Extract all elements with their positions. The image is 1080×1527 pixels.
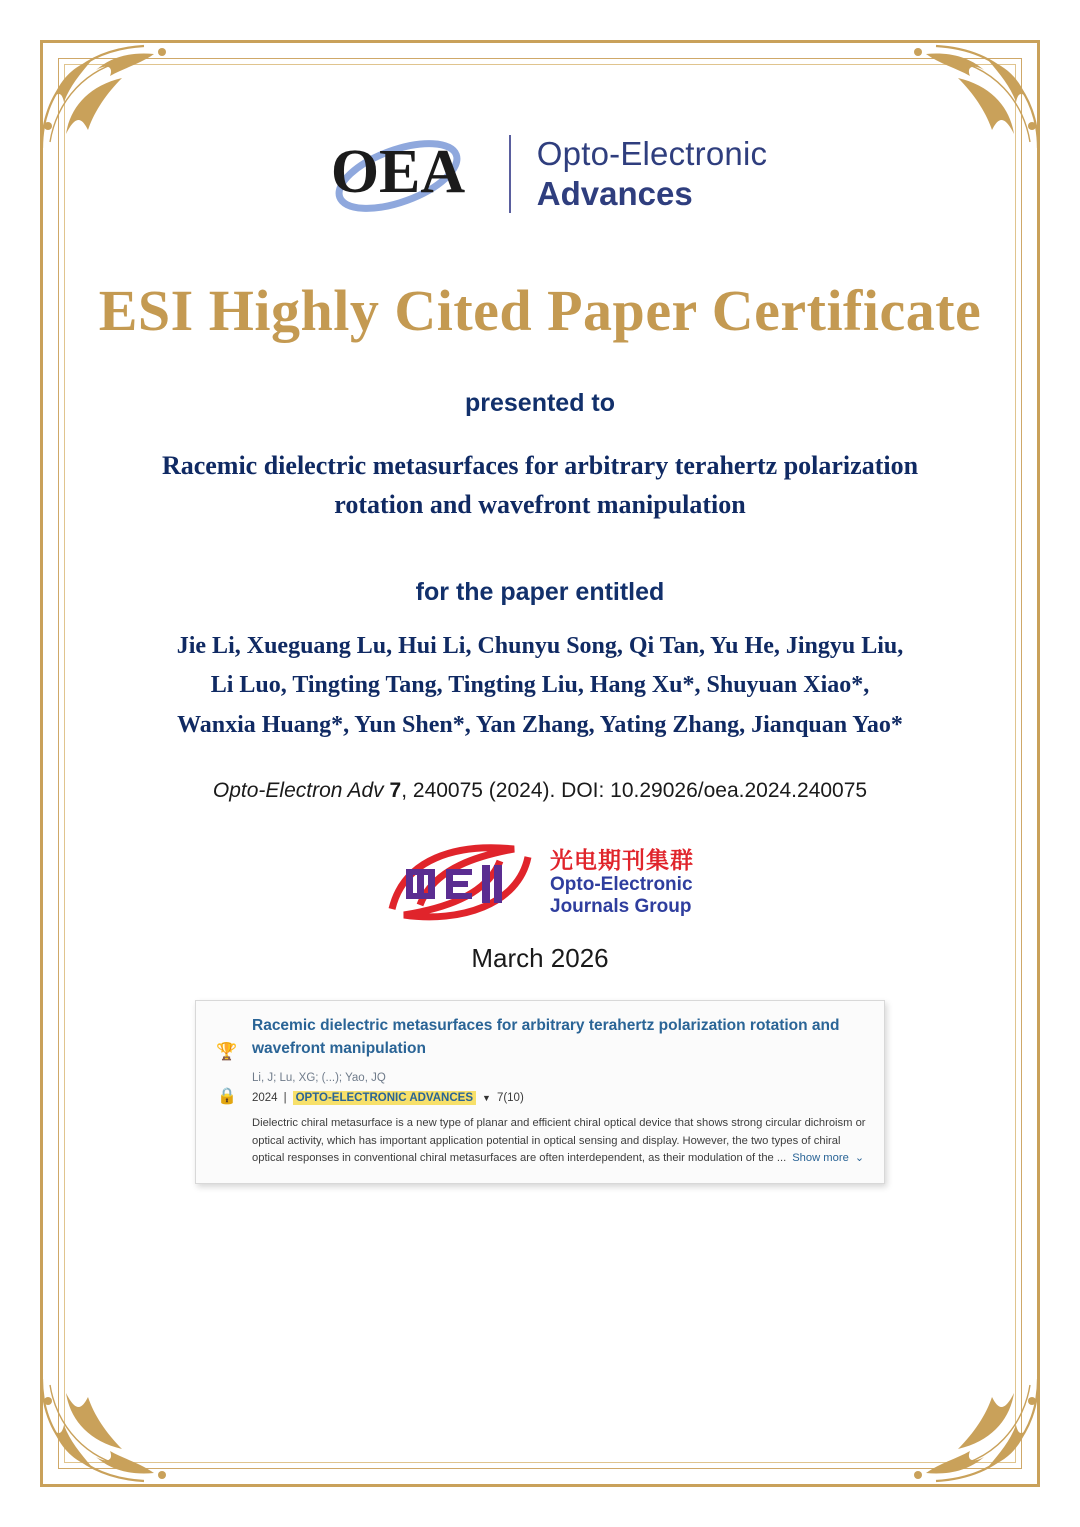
presented-to-label: presented to — [464, 388, 616, 417]
show-more-caret-icon[interactable]: ⌄ — [854, 1152, 865, 1165]
author-line-1: Jie Li, Xueguang Lu, Hui Li, Chunyu Song, Qi Tan, Yu He, Jingyu Liu, — [176, 632, 904, 659]
record-icon-column — [212, 1015, 242, 1167]
record-volume-issue: 7(10) — [496, 1092, 524, 1105]
paper-title: Racemic dielectric metasurfaces for arbitrary terahertz polarization rotation and wavefront manipulation — [161, 450, 919, 519]
record-title-link[interactable]: Racemic dielectric metasurfaces for arbitrary terahertz polarization rotation and wavefront manipulation — [252, 1017, 840, 1057]
group-name-en-line2: Journals Group — [550, 896, 692, 918]
record-body — [252, 1015, 868, 1167]
record-abstract — [252, 1115, 868, 1167]
group-name-cn: 光电期刊集群 — [550, 846, 694, 873]
record-abstract-text: Dielectric chiral metasurface is a new type of planar and efficient chiral optical device that shows strong circular dichroism or optical activity, which has important application potential in optical sensing and display. However, the two types of chiral optical responses in conventional chiral metasurfaces are often interdependent, as their modulation of the ... — [252, 1117, 866, 1165]
issue-date: March 2026 — [471, 943, 609, 974]
certificate-content — [90, 100, 990, 1184]
certificate-title: ESI Highly Cited Paper Certificate — [98, 278, 982, 343]
group-name-en-line1: Opto-Electronic — [550, 873, 693, 895]
show-more-button[interactable]: Show more — [792, 1152, 849, 1165]
trophy-icon: 🏆 — [216, 1042, 238, 1062]
citation-rest: , 240075 (2024). DOI: 10.29026/oea.2024.240075 — [401, 779, 868, 803]
journal-name-line2: Advances — [536, 175, 693, 212]
wos-record-card — [195, 1000, 885, 1184]
corner-ornament-bottom-left — [36, 1373, 206, 1493]
author-line-3: Wanxia Huang*, Yun Shen*, Yan Zhang, Yating Zhang, Jianquan Yao* — [177, 711, 903, 738]
author-line-2: Li Luo, Tingting Tang, Tingting Liu, Hang Xu*, Shuyuan Xiao*, — [210, 672, 870, 699]
lock-icon: 🔒 — [217, 1088, 237, 1106]
citation — [90, 779, 990, 803]
record-journal-name[interactable]: OPTO-ELECTRONIC ADVANCES — [293, 1091, 476, 1105]
chevron-down-icon[interactable]: ▼ — [482, 1093, 491, 1104]
citation-journal: Opto-Electron Adv — [212, 779, 384, 803]
journals-group-name — [550, 847, 694, 919]
record-meta — [252, 1091, 868, 1105]
author-list — [108, 627, 972, 746]
record-authors: Li, J; Lu, XG; (...); Yao, JQ — [252, 1072, 386, 1085]
journal-name — [537, 136, 767, 213]
journals-group-logo — [90, 839, 990, 925]
logo-divider — [509, 135, 511, 213]
oea-logo — [90, 118, 990, 230]
oea-monogram-icon — [313, 118, 483, 230]
corner-ornament-bottom-right — [874, 1373, 1044, 1493]
journal-name-line1: Opto-Electronic — [536, 134, 768, 172]
oej-monogram-icon — [386, 839, 536, 925]
record-year: 2024 — [252, 1092, 278, 1105]
for-paper-label: for the paper entitled — [415, 577, 665, 606]
record-separator: | — [283, 1092, 287, 1105]
svg-text:OEA: OEA — [330, 138, 465, 206]
citation-volume: 7 — [389, 779, 402, 803]
